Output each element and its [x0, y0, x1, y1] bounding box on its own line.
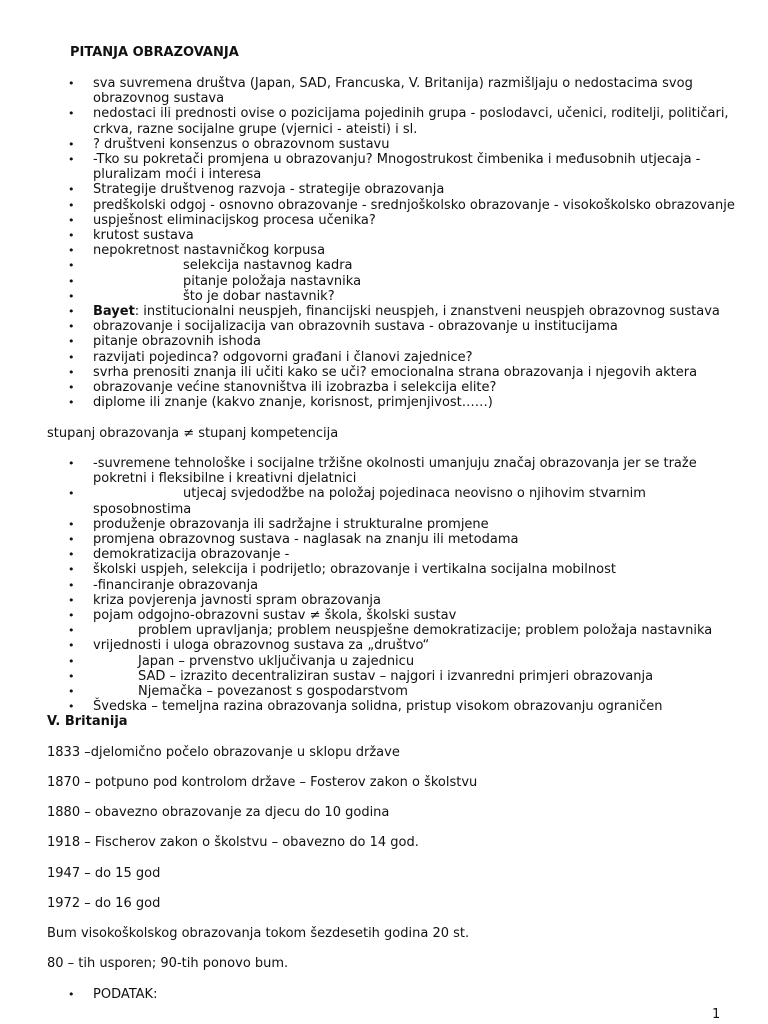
list-item-text: obrazovanje i socijalizacija van obrazovnih sustava - obrazovanje u institucijama — [93, 319, 618, 335]
page-number: 1 — [712, 1007, 721, 1022]
list-item — [0, 987, 740, 1002]
bullet-icon: • — [68, 654, 75, 668]
list-item-text: SAD – izrazito decentraliziran sustav – najgori i izvanredni primjeri obrazovanja — [138, 668, 654, 684]
list-item-text: uspješnost eliminacijskog procesa učenika? — [93, 212, 376, 228]
bullet-icon: • — [68, 183, 75, 197]
timeline-entry: 80 – tih usporen; 90-tih ponovo bum. — [47, 956, 289, 971]
list-item — [0, 608, 740, 623]
list-item — [0, 182, 740, 197]
bullet-icon: • — [68, 137, 75, 151]
list-item-text: ? društveni konsenzus o obrazovnom sustavu — [93, 136, 390, 152]
bullet-icon: • — [68, 457, 75, 470]
bullet-icon: • — [68, 988, 75, 1001]
list-item — [0, 684, 740, 699]
timeline-entry: 1972 – do 16 god — [47, 896, 161, 911]
timeline-entry: 1833 –djelomično počelo obrazovanje u sklopu države — [47, 745, 400, 760]
timeline-entry: 1947 – do 15 god — [47, 866, 161, 881]
list-item-text: diplome ili znanje (kakvo znanje, korisnost, primjenjivost……) — [93, 395, 493, 411]
timeline-entry: 1880 – obavezno obrazovanje za djecu do 10 godina — [47, 805, 390, 820]
bullet-icon: • — [68, 578, 75, 592]
bullet-icon: • — [68, 609, 75, 623]
bullet-icon: • — [68, 229, 75, 243]
list-item — [0, 699, 740, 714]
list-item — [0, 106, 740, 136]
list-item-text: školski uspjeh, selekcija i podrijetlo; obrazovanje i vertikalna socijalna mobilnost — [93, 562, 616, 578]
list-item — [0, 334, 740, 349]
bullet-icon: • — [68, 259, 75, 273]
bullet-icon: • — [68, 320, 75, 334]
list-item-text: demokratizacija obrazovanje - — [93, 547, 290, 563]
list-item-text: -Tko su pokretači promjena u obrazovanju? Mnogostrukost čimbenika i međusobnih utjecaja - pluralizam moći i interesa — [93, 152, 701, 183]
bullet-icon: • — [68, 700, 75, 714]
list-item — [0, 654, 740, 669]
list-item — [0, 395, 740, 410]
list-item-text: pitanje položaja nastavnika — [183, 273, 362, 289]
list-item — [0, 198, 740, 213]
list-item — [0, 593, 740, 608]
bold-term: Bayet — [93, 304, 135, 320]
list-item — [0, 350, 740, 365]
list-item — [0, 578, 740, 593]
list-item — [0, 319, 740, 334]
document-title: PITANJA OBRAZOVANJA — [70, 45, 239, 60]
list-item — [0, 365, 740, 380]
list-item-text: -financiranje obrazovanja — [93, 577, 259, 593]
bullet-icon: • — [68, 350, 75, 364]
competence-line: stupanj obrazovanja ≠ stupanj kompetencija — [47, 426, 339, 441]
list-item-text: promjena obrazovnog sustava - naglasak na znanju ili metodama — [93, 532, 519, 548]
list-item — [0, 213, 740, 228]
bullet-icon: • — [68, 396, 75, 410]
list-item-text: sva suvremena društva (Japan, SAD, Francuska, V. Britanija) razmišljaju o nedostacima svog obrazovnog sustava — [93, 76, 693, 107]
list-item — [0, 289, 740, 304]
list-item — [0, 228, 740, 243]
list-item-text: produženje obrazovanja ili sadržajne i strukturalne promjene — [93, 516, 489, 532]
bullet-icon: • — [68, 669, 75, 683]
bullet-icon: • — [68, 533, 75, 547]
bullet-icon: • — [68, 381, 75, 395]
list-item — [0, 669, 740, 684]
list-item — [0, 274, 740, 289]
list-item — [0, 304, 740, 319]
list-item-text: selekcija nastavnog kadra — [183, 258, 353, 274]
section-heading: V. Britanija — [47, 714, 128, 729]
bullet-icon: • — [68, 107, 75, 121]
bullet-icon: • — [68, 77, 75, 90]
list-item — [0, 152, 740, 182]
list-item-continuation: sposobnostima — [93, 501, 192, 517]
bullet-icon: • — [68, 365, 75, 379]
issues-list — [0, 76, 740, 410]
list-item-text: utjecaj svjedodžbe na položaj pojedinaca neovisno o njihovim stvarnim — [183, 486, 646, 502]
list-item-text: pojam odgojno-obrazovni sustav ≠ škola, školski sustav — [93, 608, 457, 624]
list-item — [0, 532, 740, 547]
list-item-text: vrijednosti i uloga obrazovnog sustava za „društvo“ — [93, 638, 430, 654]
bullet-icon: • — [68, 563, 75, 577]
bullet-icon: • — [68, 548, 75, 562]
timeline-entry: 1918 – Fischerov zakon o školstvu – obavezno do 14 god. — [47, 835, 419, 850]
list-item-text: nedostaci ili prednosti ovise o pozicijama pojedinih grupa - poslodavci, učenici, roditelji, političari, crkva, razne socijalne grupe (vjernici - ateisti) i sl. — [93, 106, 729, 137]
list-item — [0, 380, 740, 395]
list-item — [0, 486, 740, 516]
list-item — [0, 137, 740, 152]
list-item-text: Japan – prvenstvo uključivanja u zajednicu — [138, 653, 415, 669]
list-item-text: problem upravljanja; problem neuspješne demokratizacije; problem položaja nastavnika — [138, 623, 713, 639]
list-item — [0, 623, 740, 638]
bullet-icon: • — [68, 517, 75, 531]
list-item-text: : institucionalni neuspjeh, financijski neuspjeh, i znanstveni neuspjeh obrazovnog sustava — [134, 304, 720, 320]
list-item — [0, 243, 740, 258]
list-item-text: kriza povjerenja javnosti spram obrazovanja — [93, 592, 381, 608]
list-item — [0, 517, 740, 532]
bullet-icon: • — [68, 213, 75, 227]
bullet-icon: • — [68, 593, 75, 607]
timeline-entry: Bum visokoškolskog obrazovanja tokom šezdesetih godina 20 st. — [47, 926, 470, 941]
list-item-text: razvijati pojedinca? odgovorni građani i članovi zajednice? — [93, 349, 473, 365]
list-item — [0, 638, 740, 653]
list-item — [0, 547, 740, 562]
list-item — [0, 76, 740, 106]
bullet-icon: • — [68, 335, 75, 349]
timeline-entry: 1870 – potpuno pod kontrolom države – Fosterov zakon o školstvu — [47, 775, 478, 790]
list-item-text: svrha prenositi znanja ili učiti kako se uči? emocionalna strana obrazovanja i njegovih aktera — [93, 364, 698, 380]
list-item-text: nepokretnost nastavničkog korpusa — [93, 243, 326, 259]
bullet-icon: • — [68, 305, 75, 319]
bullet-icon: • — [68, 685, 75, 699]
list-item-text: pitanje obrazovnih ishoda — [93, 334, 261, 350]
list-item-text: Strategije društvenog razvoja - strategije obrazovanja — [93, 182, 445, 198]
list-item-text: krutost sustava — [93, 228, 194, 244]
bullet-icon: • — [68, 487, 75, 501]
list-item-text: predškolski odgoj - osnovno obrazovanje - srednjoškolsko obrazovanje - visokoškolsko obrazovanje — [93, 197, 735, 213]
bullet-icon: • — [68, 274, 75, 288]
issues-list-2 — [0, 456, 740, 714]
list-item-text: Njemačka – povezanost s gospodarstvom — [138, 684, 408, 700]
list-item-text: -suvremene tehnološke i socijalne tržišne okolnosti umanjuju značaj obrazovanja jer se traže pokretni i fleksibilne i kreativni djelatnici — [93, 456, 697, 487]
bullet-icon: • — [68, 639, 75, 653]
list-item-text: PODATAK: — [93, 987, 158, 1002]
list-item — [0, 456, 740, 486]
data-list — [0, 987, 740, 1002]
bullet-icon: • — [68, 198, 75, 212]
list-item — [0, 258, 740, 273]
list-item-text: obrazovanje većine stanovništva ili izobrazba i selekcija elite? — [93, 380, 497, 396]
list-item-text: Švedska – temeljna razina obrazovanja solidna, pristup visokom obrazovanju ograničen — [93, 699, 663, 715]
bullet-icon: • — [68, 244, 75, 258]
bullet-icon: • — [68, 153, 75, 167]
list-item — [0, 562, 740, 577]
list-item-text: što je dobar nastavnik? — [183, 288, 335, 304]
bullet-icon: • — [68, 624, 75, 638]
bullet-icon: • — [68, 289, 75, 303]
